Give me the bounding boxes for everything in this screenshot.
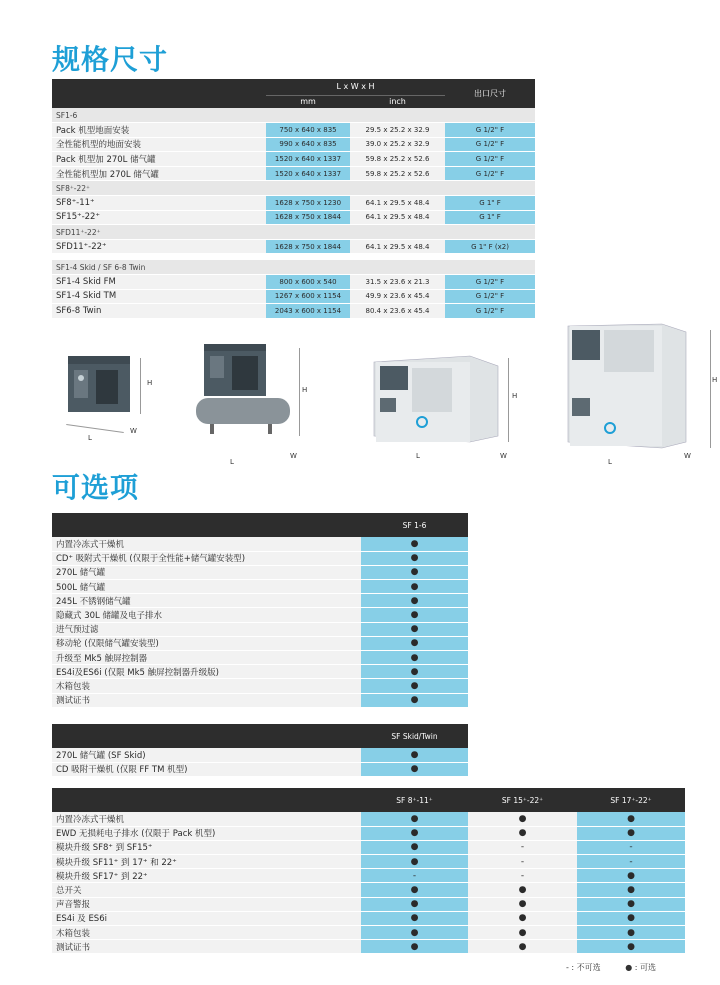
table-row [52,594,468,608]
table-row [52,812,685,826]
option-availability: ● [468,926,577,940]
row-name: SF1-4 Skid TM [52,289,266,304]
table-row [52,137,535,152]
row-mm: 800 x 600 x 540 [266,275,350,290]
option-availability: ● [361,651,468,665]
dim-line [66,424,124,433]
dim-header-inch: inch [350,95,445,108]
dimensions-title: 规格尺寸 [52,43,169,76]
row-inch: 64.1 x 29.5 x 48.4 [350,239,445,254]
machine-sf1-6-floor-graphic [66,352,134,416]
option-availability: ● [361,537,468,551]
table-row [52,762,468,776]
table-row [52,855,685,869]
dim-label-w: W [500,452,507,460]
option-name: 模块升级 SF11⁺ 到 17⁺ 和 22⁺ [52,855,361,869]
table-row [52,826,685,840]
dim-label-h: H [302,386,308,394]
option-availability: ● [468,940,577,954]
option-name: 隐藏式 30L 储罐及电子排水 [52,608,361,622]
option-name: 500L 储气罐 [52,580,361,594]
row-name: SF8⁺-11⁺ [52,196,266,211]
row-outlet: G 1/2" F [445,137,535,152]
option-availability: ● [468,826,577,840]
row-mm: 1520 x 640 x 1337 [266,166,350,181]
option-availability: ● [361,840,468,854]
row-outlet: G 1" F [445,196,535,211]
dim-label-l: L [416,452,420,460]
machine-sf8-11-graphic [372,352,500,444]
option-name: 测试证书 [52,940,361,954]
row-mm: 1628 x 750 x 1844 [266,210,350,225]
table-row [52,608,468,622]
row-mm: 750 x 640 x 835 [266,123,350,138]
table-row [52,840,685,854]
option-availability: - [468,869,577,883]
option-name: 移动轮 (仅限储气罐安装型) [52,636,361,650]
dim-label-w: W [290,452,297,460]
option-availability: ● [577,883,685,897]
option-availability: ● [468,883,577,897]
table-row [52,196,535,211]
table-row [52,679,468,693]
option-availability: ● [577,897,685,911]
option-availability: ● [361,636,468,650]
group-label: SF1-4 Skid / SF 6-8 Twin [52,260,535,275]
dim-header-blank [52,79,266,95]
table-row [52,869,685,883]
option-name: ES4i及ES6i (仅限 Mk5 触屏控制器升级版) [52,665,361,679]
option-name: 声音警报 [52,897,361,911]
row-outlet: G 1/2" F [445,152,535,167]
option-availability: - [468,855,577,869]
legend-not-available: - : 不可选 [566,963,601,972]
table-row [52,239,535,254]
opt3-header: SF 8⁺-11⁺ [361,788,468,812]
dim-line [710,330,711,448]
option-name: 模块升级 SF8⁺ 到 SF15⁺ [52,840,361,854]
option-name: 270L 储气罐 (SF Skid) [52,748,361,762]
opt2-header-blank [52,724,361,748]
dim-label-h: H [712,376,718,384]
table-row [52,275,535,290]
option-name: 内置冷冻式干燥机 [52,812,361,826]
opt2-header: SF Skid/Twin [361,724,468,748]
table-row [52,580,468,594]
option-name: 270L 储气罐 [52,565,361,579]
option-name: 木箱包装 [52,679,361,693]
group-row [52,225,535,240]
table-row [52,651,468,665]
option-availability: ● [468,911,577,925]
option-name: CD⁺ 吸附式干燥机 (仅限于全性能+储气罐安装型) [52,551,361,565]
options-table-skid-twin [52,724,468,777]
dim-header-lwh: L x W x H [266,79,445,95]
table-row [52,748,468,762]
row-outlet: G 1" F [445,210,535,225]
dim-header-outlet: 出口尺寸 [445,79,535,108]
option-availability: ● [577,869,685,883]
options-table-sf8-22 [52,788,685,954]
row-outlet: G 1/2" F [445,123,535,138]
row-inch: 59.8 x 25.2 x 52.6 [350,152,445,167]
option-name: 升级至 Mk5 触屏控制器 [52,651,361,665]
row-name: SF1-4 Skid FM [52,275,266,290]
row-outlet: G 1/2" F [445,304,535,319]
table-row [52,665,468,679]
option-name: ES4i 及 ES6i [52,911,361,925]
row-outlet: G 1/2" F [445,289,535,304]
option-name: 总开关 [52,883,361,897]
table-row [52,883,685,897]
row-inch: 39.0 x 25.2 x 32.9 [350,137,445,152]
opt3-header-blank [52,788,361,812]
group-row [52,181,535,196]
legend [566,962,678,973]
table-row [52,565,468,579]
option-availability: ● [361,911,468,925]
row-inch: 49.9 x 23.6 x 45.4 [350,289,445,304]
option-availability: ● [361,693,468,707]
row-mm: 990 x 640 x 835 [266,137,350,152]
row-inch: 64.1 x 29.5 x 48.4 [350,196,445,211]
table-row [52,551,468,565]
option-name: 进气预过滤 [52,622,361,636]
option-availability: ● [361,762,468,776]
row-name: SF15⁺-22⁺ [52,210,266,225]
row-name: SFD11⁺-22⁺ [52,239,266,254]
dim-header-blank2 [52,95,266,108]
row-name: Pack 机型地面安装 [52,123,266,138]
row-name: 全性能机型加 270L 储气罐 [52,166,266,181]
option-availability: ● [361,883,468,897]
table-row [52,166,535,181]
option-availability: ● [361,748,468,762]
dimensions-table [52,79,535,319]
option-availability: ● [577,926,685,940]
group-label: SFD11⁺-22⁺ [52,225,535,240]
row-mm: 1520 x 640 x 1337 [266,152,350,167]
row-outlet: G 1/2" F [445,166,535,181]
option-availability: ● [577,812,685,826]
row-name: 全性能机型的地面安装 [52,137,266,152]
option-availability: ● [577,911,685,925]
option-availability: ● [361,580,468,594]
dim-line [299,348,300,436]
row-inch: 29.5 x 25.2 x 32.9 [350,123,445,138]
row-outlet: G 1/2" F [445,275,535,290]
option-availability: - [577,840,685,854]
table-row [52,304,535,319]
table-row [52,537,468,551]
table-row [52,911,685,925]
option-availability: ● [361,551,468,565]
dim-label-h: H [147,379,153,387]
option-availability: ● [361,826,468,840]
opt1-header: SF 1-6 [361,513,468,537]
group-row [52,260,535,275]
dim-label-l: L [608,458,612,466]
dim-label-l: L [88,434,92,442]
option-name: 木箱包装 [52,926,361,940]
option-name: 245L 不锈钢储气罐 [52,594,361,608]
option-availability: - [361,869,468,883]
dim-label-h: H [512,392,518,400]
row-outlet: G 1" F (x2) [445,239,535,254]
row-mm: 1267 x 600 x 1154 [266,289,350,304]
row-inch: 31.5 x 23.6 x 21.3 [350,275,445,290]
option-availability: ● [468,812,577,826]
option-availability: ● [361,622,468,636]
dim-header-mm: mm [266,95,350,108]
option-availability: ● [361,855,468,869]
machine-sf1-6-tank [194,342,292,438]
dim-label-w: W [130,427,137,435]
group-row [52,108,535,123]
option-availability: - [577,855,685,869]
option-availability: ● [361,594,468,608]
table-row [52,636,468,650]
options-title: 可选项 [52,471,140,504]
option-availability: - [468,840,577,854]
option-availability: ● [468,897,577,911]
row-name: Pack 机型加 270L 储气罐 [52,152,266,167]
group-label: SF8⁺-22⁺ [52,181,535,196]
dim-label-l: L [230,458,234,466]
dim-line [508,358,509,442]
option-availability: ● [361,665,468,679]
option-name: 测试证书 [52,693,361,707]
table-row [52,940,685,954]
option-availability: ● [361,812,468,826]
opt1-header-blank [52,513,361,537]
table-row [52,622,468,636]
row-mm: 1628 x 750 x 1230 [266,196,350,211]
table-row [52,289,535,304]
row-inch: 80.4 x 23.6 x 45.4 [350,304,445,319]
machine-sf8-11 [372,352,500,444]
machine-sf1-6-tank-graphic [194,342,292,438]
option-availability: ● [361,897,468,911]
table-row [52,123,535,138]
machine-sf1-6-floor [66,352,134,416]
table-row [52,926,685,940]
dim-line [140,358,141,414]
option-name: EWD 无损耗电子排水 (仅限于 Pack 机型) [52,826,361,840]
option-availability: ● [361,608,468,622]
row-inch: 64.1 x 29.5 x 48.4 [350,210,445,225]
table-row [52,210,535,225]
machine-sf15-22 [566,322,688,450]
row-mm: 1628 x 750 x 1844 [266,239,350,254]
option-availability: ● [577,826,685,840]
option-availability: ● [361,940,468,954]
opt3-header: SF 15⁺-22⁺ [468,788,577,812]
legend-optional: ● : 可选 [625,963,656,972]
opt3-header: SF 17⁺-22⁺ [577,788,685,812]
machine-sf15-22-graphic [566,322,688,450]
options-table-sf1-6 [52,513,468,708]
option-name: CD 吸附干燥机 (仅限 FF TM 机型) [52,762,361,776]
option-availability: ● [361,565,468,579]
table-row [52,897,685,911]
table-row [52,152,535,167]
option-name: 内置冷冻式干燥机 [52,537,361,551]
option-availability: ● [361,926,468,940]
row-inch: 59.8 x 25.2 x 52.6 [350,166,445,181]
row-mm: 2043 x 600 x 1154 [266,304,350,319]
dim-label-w: W [684,452,691,460]
group-label: SF1-6 [52,108,535,123]
table-row [52,693,468,707]
option-availability: ● [361,679,468,693]
option-availability: ● [577,940,685,954]
option-name: 模块升级 SF17⁺ 到 22⁺ [52,869,361,883]
row-name: SF6-8 Twin [52,304,266,319]
